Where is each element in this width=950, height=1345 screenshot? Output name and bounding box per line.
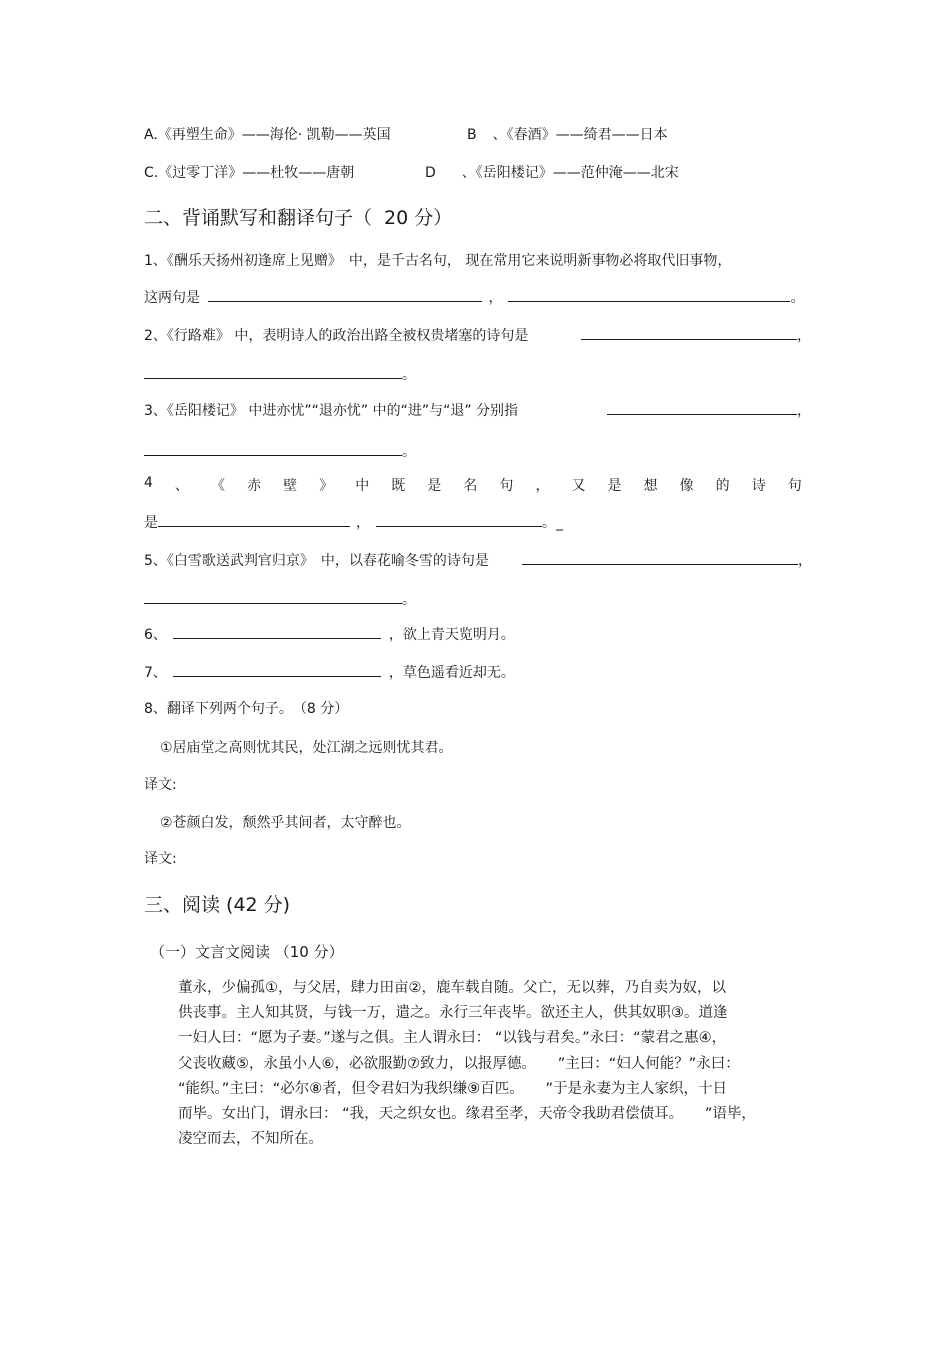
question-1: 1、《酬乐天扬州初逢席上见赠》 中，是千古名句， 现在常用它来说明新事物必将取代旧事物， [144,253,732,269]
answer-blank[interactable] [173,624,381,639]
question-number: 7、 [144,665,167,681]
punct: 。 [402,592,416,608]
subsection-heading: （一）文言文阅读 （10 分） [150,943,344,961]
passage-line: 父丧收藏⑤，永虽小人⑥，必欲服勤⑦致力，以报厚德。 ”主曰：“妇人何能？”永曰： [178,1055,740,1072]
passage-line: 而毕。女出门，谓永曰： “我，天之织女也。缘君至孝，天帝令我助君偿债耳。 ”语毕， [178,1106,756,1123]
punct: ， [798,553,812,569]
q4-char: 的 [715,478,730,494]
answer-blank[interactable] [508,287,790,302]
passage-line: 一妇人曰：“愿为子妻。”遂与之俱。主人谓永曰： “以钱与君矣。”永曰：“蒙君之惠④， [178,1030,727,1047]
answer-blank[interactable] [208,287,482,302]
punct: 。 [402,367,416,383]
q4-char: 想 [643,478,658,494]
passage-line: 凌空而去，不知所在。 [178,1131,323,1148]
question-4 [144,475,802,495]
question-2-answer-line [144,364,416,384]
choice-letter: C. [144,165,159,181]
section-score: 20 分） [384,207,453,229]
choice-text: 、《春酒》——绮君——日本 [492,127,668,143]
q4-char: 是 [427,478,442,494]
question-8: 8、翻译下列两个句子。 （8 分） [144,701,349,717]
q4-char: 壁 [283,478,298,494]
translation-label: 译文: [144,777,177,793]
choice-text: 、《岳阳楼记》——范仲淹——北宋 [461,165,679,181]
answer-blank[interactable] [522,550,798,565]
translation-label: 译文: [144,851,177,867]
question-7 [144,662,515,682]
punct: ， [797,328,811,344]
question-3-answer-line [144,441,416,461]
q4-char: 句 [499,478,514,494]
question-5-blank-row [522,550,812,570]
q4-char: 赤 [247,478,262,494]
q4-char: 又 [571,478,586,494]
punct: 。 [402,444,416,460]
passage-line: 供丧事。主人知其贤，与钱一万，遣之。永行三年丧毕。欲还主人，供其奴职③。道逢 [178,1005,728,1022]
choice-letter: B [467,127,477,143]
question-number: 6、 [144,627,167,643]
answer-blank[interactable] [144,364,402,379]
answer-blank[interactable] [173,662,381,677]
answer-blank[interactable] [158,512,350,527]
punct: ， [488,290,503,306]
answer-blank[interactable] [144,589,402,604]
punct: 。 [790,290,805,306]
question-3: 3、《岳阳楼记》 中进亦忧”“退亦忧” 中的“进”与“退” 分别指 [144,403,519,419]
q4-char: 诗 [751,478,766,494]
question-2: 2、《行路难》 中，表明诗人的政治出路全被权贵堵塞的诗句是 [144,328,529,344]
choice-c [144,162,354,182]
question-5-answer-line [144,589,416,609]
q4-char: 既 [391,478,406,494]
choice-letter: A. [144,127,158,143]
answer-prefix: 是 [144,515,158,531]
q4-char: 像 [679,478,694,494]
question-3-blank-row [607,400,811,420]
q4-char: 、 [174,478,189,494]
punct: 。_ [542,515,563,531]
answer-blank[interactable] [376,512,542,527]
question-2-blank-row [581,325,811,345]
section3-heading: 三、阅读 (42 分) [144,894,291,916]
q4-char: 》 [319,478,334,494]
q4-char: ， [535,478,550,494]
section2-heading [144,203,452,230]
choice-text: 《过零丁洋》——杜牧——唐朝 [158,165,355,181]
choice-text: 《再塑生命》——海伦· 凯勒——英国 [157,127,391,143]
choice-letter: D [425,165,436,181]
choice-b [467,124,668,144]
question-5: 5、《白雪歌送武判官归京》 中，以春花喻冬雪的诗句是 [144,553,489,569]
punct: ， [797,403,811,419]
question-1-answer-line [144,287,804,307]
question-8-sentence-1: ①居庙堂之高则忧其民，处江湖之远则忧其君。 [160,740,453,756]
q4-char: 是 [607,478,622,494]
choice-a [144,124,391,144]
passage-line: 董永，少偏孤①，与父居，肆力田亩②，鹿车载自随。父亡，无以葬，乃自卖为奴，以 [178,980,726,996]
answer-blank[interactable] [581,325,797,340]
punct: ， [356,515,370,531]
q4-char: 中 [355,478,370,494]
q4-char: 4 [144,475,153,491]
answer-blank[interactable] [144,441,402,456]
question-text: ，草色遥看近却无。 [388,665,515,681]
answer-blank[interactable] [607,400,797,415]
question-4-answer-line [144,512,563,532]
question-6 [144,624,515,644]
q4-char: 名 [463,478,478,494]
passage-line: “能织。”主曰：“必尔⑧者，但令君妇为我织缣⑨百匹。 ”于是永妻为主人家织，十日 [178,1080,728,1097]
answer-prefix: 这两句是 [144,290,200,306]
passage [178,976,756,1152]
question-8-sentence-2: ②苍颜白发，颓然乎其间者，太守醉也。 [160,815,411,831]
q4-char: 《 [211,478,226,494]
q4-char: 句 [787,478,802,494]
choice-d [425,162,679,182]
question-text: ，欲上青天览明月。 [388,627,515,643]
section-title: 二、背诵默写和翻译句子（ [144,207,373,229]
